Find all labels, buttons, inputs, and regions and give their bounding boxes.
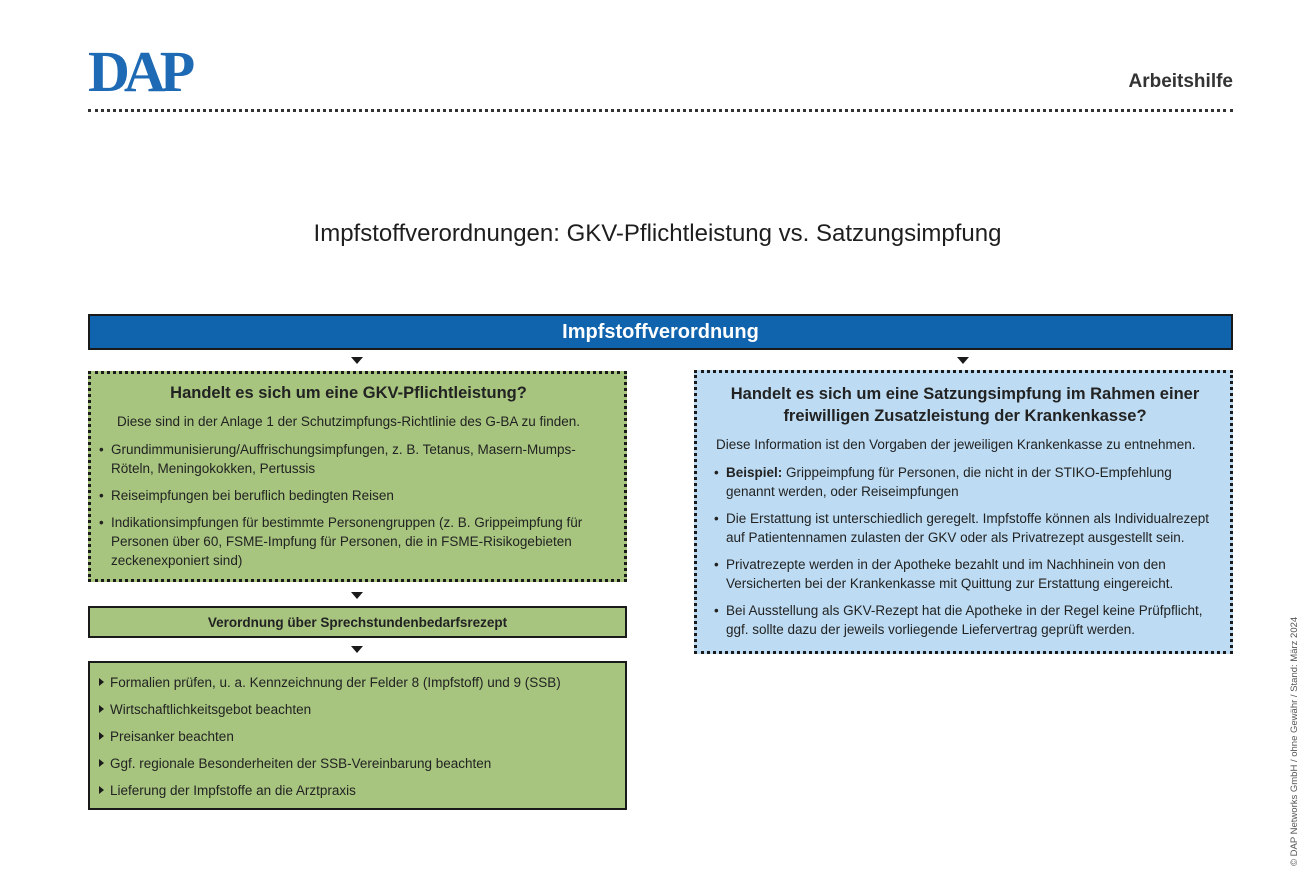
checklist-item-text: Preisanker beachten xyxy=(110,729,234,744)
list-item-text: Bei Ausstellung als GKV-Rezept hat die Apotheke in der Regel keine Prüfpflicht, ggf. sollte dazu der jeweils vorliegende Liefervertrag geprüft werden. xyxy=(726,603,1203,637)
list-item-text: Die Erstattung ist unterschiedlich geregelt. Impfstoffe können als Individualrezept auf Patientennamen zulasten der GKV oder als Privatrezept ausgestellt sein. xyxy=(726,511,1210,545)
checklist-item xyxy=(98,700,617,727)
header-divider xyxy=(88,109,1233,112)
page-title: Impfstoffverordnungen: GKV-Pflichtleistung vs. Satzungsimpfung xyxy=(313,220,1002,247)
bullet-icon: • xyxy=(99,515,104,530)
checklist xyxy=(98,673,617,808)
bullet-icon: • xyxy=(714,465,719,480)
box-intro: Diese Information ist den Vorgaben der jeweiligen Krankenkasse zu entnehmen. xyxy=(716,437,1196,452)
triangle-bullet-icon xyxy=(99,786,104,794)
banner-label: Impfstoffverordnung xyxy=(562,320,759,343)
satzungsimpfung-box xyxy=(694,370,1233,654)
bullet-icon: • xyxy=(714,511,719,526)
dap-logo: DAP xyxy=(88,39,190,104)
triangle-bullet-icon xyxy=(99,732,104,740)
checklist-item xyxy=(98,673,617,700)
box-heading: Handelt es sich um eine GKV-Pflichtleistung? xyxy=(170,384,527,402)
flowchart-root-banner xyxy=(88,314,1233,350)
bullet-list xyxy=(714,463,1216,639)
list-item-text: Reiseimpfungen bei beruflich bedingten Reisen xyxy=(111,488,394,503)
list-item xyxy=(99,513,598,570)
list-item xyxy=(99,486,598,505)
triangle-bullet-icon xyxy=(99,678,104,686)
arrow-down-icon xyxy=(957,357,969,364)
list-item xyxy=(99,440,598,478)
checklist-box xyxy=(88,661,627,810)
list-item-text: Privatrezepte werden in der Apotheke bezahlt und im Nachhinein von den Versicherten bei der Krankenkasse mit Quittung zur Erstattung eingereicht. xyxy=(726,557,1174,591)
box-heading: Handelt es sich um eine Satzungsimpfung im Rahmen einer freiwilligen Zusatzleistung der Krankenkasse? xyxy=(730,385,1200,425)
bullet-icon: • xyxy=(99,442,104,457)
list-item-text: Grundimmunisierung/Auffrischungsimpfungen, z. B. Tetanus, Masern-Mumps-Röteln, Meningokokken, Pertussis xyxy=(111,442,576,476)
checklist-item xyxy=(98,754,617,781)
sprechstundenbedarf-box xyxy=(88,606,627,638)
list-item-text: Indikationsimpfungen für bestimmte Personengruppen (z. B. Grippeimpfung für Personen über 60, FSME-Impfung für Personen, die in FSME-Risikogebieten zeckenexponiert sind) xyxy=(111,515,583,568)
checklist-item-text: Formalien prüfen, u. a. Kennzeichnung der Felder 8 (Impfstoff) und 9 (SSB) xyxy=(110,675,561,690)
arrow-down-icon xyxy=(351,592,363,599)
bullet-icon: • xyxy=(714,557,719,572)
triangle-bullet-icon xyxy=(99,705,104,713)
box-intro: Diese sind in der Anlage 1 der Schutzimpfungs-Richtlinie des G-BA zu finden. xyxy=(116,414,580,429)
arrow-down-icon xyxy=(351,646,363,653)
bullet-icon: • xyxy=(714,603,719,618)
checklist-item xyxy=(98,781,617,808)
arrow-down-icon xyxy=(351,357,363,364)
bullet-list xyxy=(99,440,598,570)
document-type-label: Arbeitshilfe xyxy=(1128,71,1233,92)
triangle-bullet-icon xyxy=(99,759,104,767)
checklist-item-text: Wirtschaftlichkeitsgebot beachten xyxy=(110,702,312,717)
checklist-item-text: Lieferung der Impfstoffe an die Arztpraxis xyxy=(110,783,356,798)
checklist-item xyxy=(98,727,617,754)
gkv-pflichtleistung-box xyxy=(88,371,627,582)
copyright-note: © DAP Networks GmbH / ohne Gewähr / Stand: März 2024 xyxy=(1289,616,1300,866)
list-item xyxy=(714,509,1216,547)
box-label: Verordnung über Sprechstundenbedarfsrezept xyxy=(207,614,508,630)
list-item xyxy=(714,555,1216,593)
list-item xyxy=(714,463,1216,501)
bullet-icon: • xyxy=(99,488,104,503)
checklist-item-text: Ggf. regionale Besonderheiten der SSB-Vereinbarung beachten xyxy=(110,756,492,771)
list-item-text: Grippeimpfung für Personen, die nicht in der STIKO-Empfehlung genannt werden, oder Reiseimpfungen xyxy=(726,465,1172,499)
list-item xyxy=(714,601,1216,639)
example-label: Beispiel: xyxy=(726,465,783,480)
